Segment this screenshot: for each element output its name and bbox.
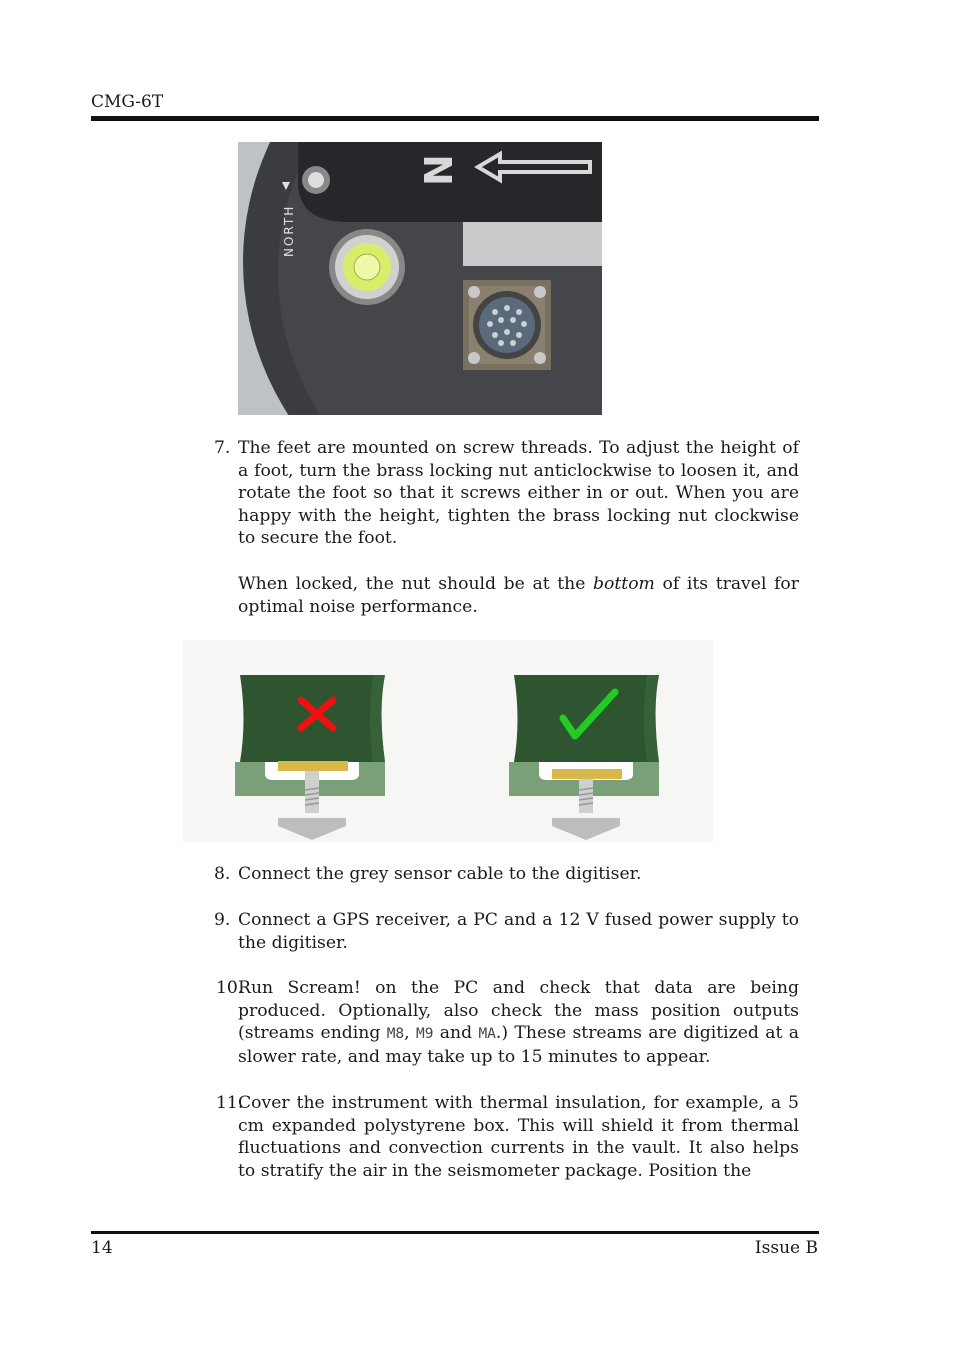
page-number: 14: [91, 1238, 113, 1258]
step-text: Run Scream! on the PC and check that data are being produced. Optionally, also check the mass position outputs (streams ending M8, M9 and MA.) These streams are digitized at a slower rate, and may take up to 15 minutes to appear.: [238, 978, 799, 1067]
footer-rule: [91, 1231, 819, 1234]
foot-adjustment-diagram: [183, 640, 713, 842]
stream-code: MA: [478, 1026, 496, 1043]
step-9: [214, 909, 799, 954]
step-8: [214, 863, 799, 886]
step-text: Cover the instrument with thermal insulation, for example, a 5 cm expanded polystyrene box. This will shield it from thermal fluctuations and convection currents in the vault. It also helps to stratify the air in the seismometer package. Position the: [238, 1093, 799, 1181]
north-letter: N: [417, 154, 461, 186]
step-11: [216, 1092, 799, 1182]
header-title: CMG-6T: [91, 92, 164, 112]
step-number: 11.: [216, 1093, 244, 1113]
step-text: Connect a GPS receiver, a PC and a 12 V fused power supply to the digitiser.: [238, 910, 799, 953]
step-number: 7.: [214, 438, 231, 458]
north-text: NORTH: [282, 204, 296, 257]
stream-code: M8: [386, 1026, 405, 1043]
step-number: 10.: [216, 978, 244, 998]
step-number: 9.: [214, 910, 231, 930]
stream-code: M9: [415, 1026, 434, 1043]
step-number: 8.: [214, 864, 231, 884]
step-text: Connect the grey sensor cable to the digitiser.: [238, 864, 642, 884]
step-7-note: When locked, the nut should be at the bottom of its travel for optimal noise performance.: [238, 573, 799, 617]
sensor-top-photo: [238, 142, 602, 415]
step-10: [216, 977, 799, 1068]
step-7: [214, 437, 799, 618]
header-rule: [91, 116, 819, 121]
issue-label: Issue B: [754, 1238, 818, 1258]
step-text: The feet are mounted on screw threads. To adjust the height of a foot, turn the brass locking nut anticlockwise to loosen it, and rotate the foot so that it screws either in or out. When you are happy with the height, tighten the brass locking nut clockwise to secure the foot.: [238, 438, 799, 549]
